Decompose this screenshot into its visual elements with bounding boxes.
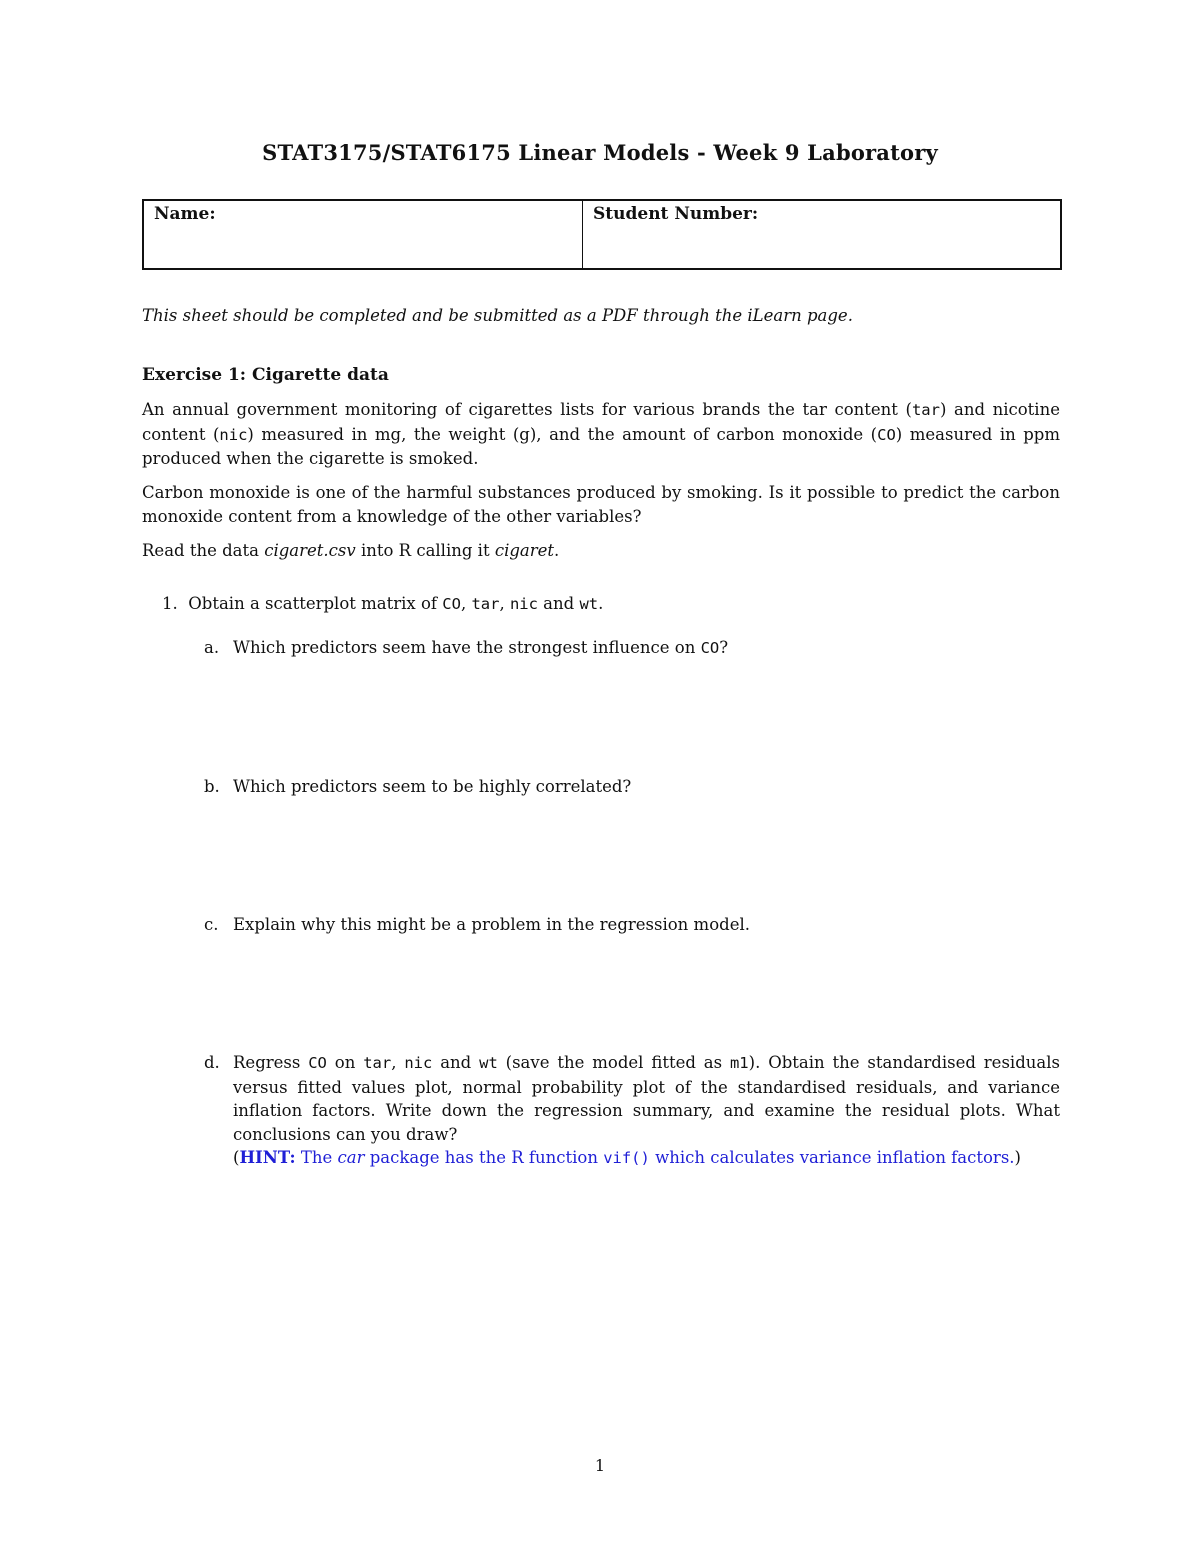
question-number: 1. xyxy=(162,594,178,613)
exercise-heading: Exercise 1: Cigarette data xyxy=(142,365,389,385)
sub-question-label: d. xyxy=(204,1053,220,1072)
name-label: Name: xyxy=(154,204,216,224)
exercise-paragraph-3: Read the data cigaret.csv into R calling it cigaret. xyxy=(142,541,560,560)
name-field[interactable] xyxy=(144,201,583,268)
info-box xyxy=(142,199,1062,270)
student-number-label: Student Number: xyxy=(593,204,759,224)
sub-question-c: c. Explain why this might be a problem in the regression model. xyxy=(204,913,1060,937)
sub-question-label: c. xyxy=(204,915,219,934)
exercise-paragraph-1: An annual government monitoring of cigarettes lists for various brands the tar content (tar) and nicotine content (nic) measured in mg, the weight (g), and the amount of carbon monoxide (CO) measured in ppm produced when the cigarette is smoked. xyxy=(142,400,1061,468)
sub-question-a: a. Which predictors seem have the strongest influence on CO? xyxy=(204,636,1060,661)
page-number: 1 xyxy=(594,1456,606,1475)
exercise-paragraph-2: Carbon monoxide is one of the harmful substances produced by smoking. Is it possible to predict the carbon monoxide content from a knowledge of the other variables? xyxy=(142,483,1060,526)
sub-question-b: b. Which predictors seem to be highly correlated? xyxy=(204,775,1060,799)
sub-question-d: d. Regress CO on tar, nic and wt (save the model fitted as m1). Obtain the standardised residuals versus fitted values plot, normal probability plot of the standardised residuals, and variance inflation factors. Write down the regression summary, and examine the residual plots. What conclusions can you draw? (HINT: The car package has the R function vif() which calculates variance inflation factors.) xyxy=(204,1053,1060,1167)
page-title: STAT3175/STAT6175 Linear Models - Week 9 Laboratory xyxy=(262,140,938,165)
student-number-field[interactable] xyxy=(583,201,1060,268)
sub-question-label: a. xyxy=(204,638,220,657)
question-1: 1. Obtain a scatterplot matrix of CO, tar, nic and wt. xyxy=(162,594,604,613)
hint-text: HINT: The car package has the R function vif() which calculates variance inflation factors. xyxy=(239,1148,1015,1167)
submission-instruction: This sheet should be completed and be submitted as a PDF through the iLearn page. xyxy=(142,306,853,325)
sub-question-label: b. xyxy=(204,777,220,796)
